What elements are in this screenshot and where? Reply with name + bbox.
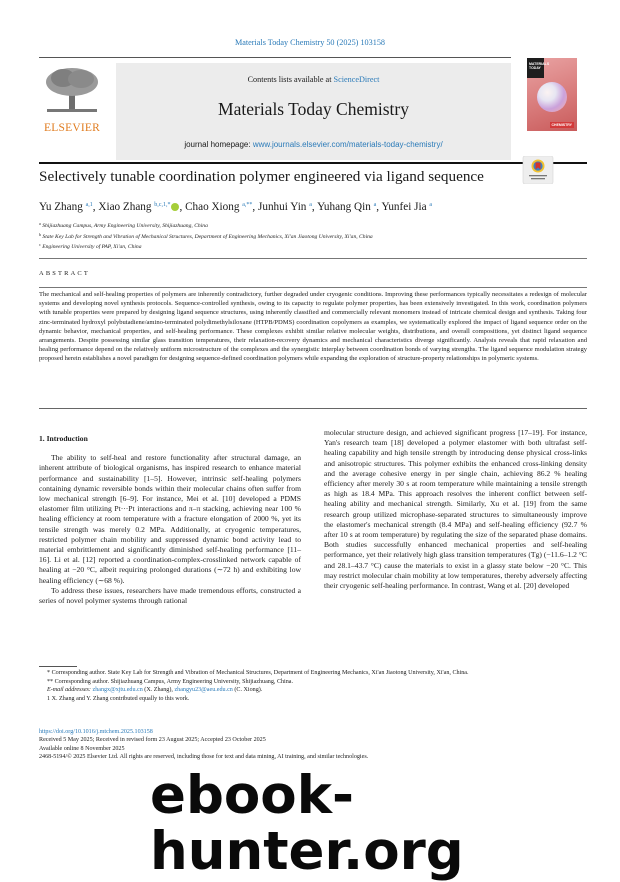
orcid-icon[interactable] [171,203,179,211]
affiliation-text: Shijiazhuang Campus, Army Engineering University, Shijiazhuang, China [42,223,208,229]
paragraph: The ability to self-heal and restore functionality after structural damage, an inherent attribute of biological organisms, has inspired research to enhance material performance and sustainability [1–5]. However, intrinsic self-healing polymers containing dynamic reversible bonds within their molecular chains often suffer from low mechanical strength [6–9]. For instance, Mei et al. [10] developed a PDMS elastomer film utilizing Pt···Pt interactions and π–π stacking, achieving near 100 % healing efficiency at room temperature with a fracture elongation of 2000 %, yet its tensile strength was merely 0.2 MPa. Additionally, at cryogenic temperatures, restricted polymer chain mobility and suppressed dynamic bond activity lead to material embrittlement and significantly diminished self-healing performance [11–16]. Li et al. [12] reported a coordination-complex-crosslinked network capable of healing at −20 °C, albeit requiring prolonged durations (∼72 h) and exhibiting low healing efficiency (∼68 %). [39,453,301,585]
email-link[interactable]: zhangx@xjtu.edu.cn [92,687,143,693]
author-name[interactable]: Junhui Yin [258,201,307,213]
divider [39,57,511,58]
watermark: ebook-hunter.org [150,765,464,882]
author-sup[interactable]: a [429,202,433,208]
doi-link[interactable]: https://doi.org/10.1016/j.mtchem.2025.103158 [39,729,153,735]
author-name[interactable]: Yu Zhang [39,201,83,213]
article-dates: Received 5 May 2025; Received in revised form 23 August 2025; Accepted 23 October 2025 [39,737,266,744]
affiliation-key: c [39,242,41,248]
email-owner: (C. Xiong). [232,687,263,693]
copyright: 2468-5194/© 2025 Elsevier Ltd. All rights are reserved, including those for text and data mining, AI training, and similar technologies. [39,754,369,761]
footnote: * Corresponding author. State Key Lab for Strength and Vibration of Mechanical Structures, Department of Engineering Mechanics, Xi'an Jiaotong University, Xi'an, China. [47,670,469,676]
cover-orb-graphic [537,82,567,112]
author-name[interactable]: Chao Xiong [185,201,240,213]
email-label: E-mail addresses: [47,687,93,693]
online-date: Available online 8 November 2025 [39,745,125,752]
divider [39,408,587,409]
homepage-line [116,140,511,149]
section-heading: 1. Introduction [39,434,88,443]
author-list: Yu Zhang $^{a,1}$, Xiao Zhang $^{b,c,1,*}$ , Chao Xiong $^{a,**}$, Junhui Yin $^a$, Yuhang Qin $^a$, Yunfei Jia $^a$ [39,201,433,213]
footnote: ** Corresponding author. Shijiazhuang Campus, Army Engineering University, Shijiazhuang, China. [47,678,294,685]
affiliation-text: State Key Lab for Strength and Vibration of Mechanical Structures, Department of Engineering Mechanics, Xi'an Jiaotong University, Xi'an, China [42,233,373,240]
abstract-text: The mechanical and self-healing properties of polymers are inherently contradictory, further degraded under cryogenic conditions. Improving these performances typically necessitates a redesign of molecular systems and developing novel synthesis protocols. Sequence-controlled synthesis, owing to its capacity to regulate polymer properties, has been extensively investigated. In this work, coordination polymers with tunable properties were prepared by designing ligand sequence structures, using inherently classified and commercially relevant monomers instead of intricate chemical design and synthesis. Taking four zinc-terminated hydroxyl polybutadiene/amino-terminated polydimethylsiloxane (HTPB/PDMS) coordination copolymers as examples, we systematically explored the impact of ligand sequence order on the dynamic behavior, mechanical properties, and self-healing performance. These complexes exhibit similar relative molecular weights, distributions, and overall compositions, yet distinct ligand sequence arrangements. Despite possessing similar glass transition temperatures, their relaxation-recovery dynamics and mechanical characteristics diverge significantly. Analysis reveals that rapid relaxation and healing performance depend on the relatively uniform microstructure of the complexes and the synergistic interplay between coordination bonds of varying strengths. The ligand sequence modulation strategy proposed herein establishes a novel paradigm for designing sequence-defined coordination polymers while expanding the exploration of structure-property relationships in polymeric systems. [39,291,587,363]
journal-citation[interactable]: Materials Today Chemistry 50 (2025) 103158 [234,38,386,47]
affiliation-key: a [39,221,41,226]
body-column-right [324,428,587,591]
publisher-name: ELSEVIER [44,122,100,134]
affiliation-key: b [39,231,41,237]
divider [39,162,587,164]
author-sup[interactable]: a [309,202,312,208]
cover-title-line2: TODAY [529,66,541,70]
author[interactable] [381,201,432,213]
author-name[interactable]: Yuhang Qin [317,201,371,213]
author-name[interactable]: Yunfei Jia [381,201,427,213]
crossmark-icon [521,156,555,184]
cover-title-line1: MATERIALS [529,62,550,66]
divider [39,666,77,667]
sciencedirect-link[interactable]: ScienceDirect [333,75,380,84]
journal-name: Materials Today Chemistry [218,99,409,119]
publication-info [39,728,587,762]
author[interactable] [98,201,179,213]
paragraph: To address these issues, researchers have made tremendous efforts, constructed a series of novel polymer systems through rational [39,585,301,606]
journal-masthead [116,63,511,160]
journal-cover-image[interactable] [527,58,577,131]
journal-homepage-link[interactable]: www.journals.elsevier.com/materials-today-chemistry/ [252,140,443,149]
contents-prefix: Contents lists available at [247,75,334,84]
author-name[interactable]: Xiao Zhang [98,201,152,213]
cover-tag: CHEMISTRY [551,123,572,127]
check-for-updates-button[interactable] [521,156,555,184]
contents-line [116,75,511,84]
author-sup[interactable]: a [373,202,377,208]
author[interactable] [258,201,312,213]
tree-icon [43,66,101,114]
footnotes [39,669,587,703]
footnote: 1 X. Zhang and Y. Zhang contributed equally to this work. [47,695,190,702]
affiliation [39,231,579,242]
affiliation-text: Engineering University of PAP, Xi'an, China [42,244,142,251]
paragraph: molecular structure design, and achieved significant progress [17–19]. For instance, Yan's research team [18] developed a polymer elastomer with both ultrafast self-healing capability and high tensile strength by introducing dense physical cross-links and anisotropic structures. This polymer exhibits the enhanced cross-linking density and the average cohesive energy in per single chain, achieving 86.2 % healing efficiency after merely 30 s at room temperature while maintaining a tensile strength as high as 18.4 MPa. This approach resolves the inherent conflict between self-healing ability and mechanical strength. Similarly, Xu et al. [19] from the same research group utilized microphase-separated structures to simultaneously improve the elastomer's mechanical strength (8.4 MPa) and self-healing efficiency (92.7 % after 10 s at room temperature) by regulating the size of the separated phase domains. Both studies successfully enhanced mechanical properties and self-healing performance, yet their relatively high glass transition temperatures (Tg) (−11.6–1.2 °C and 28.1–43.7 °C) cause the materials to exist in a glassy state below −20 °C. This may restrict molecular chain mobility at low temperatures, thereby adversely affecting their cryogenic self-healing performance. In contrast, Wang et al. [20] developed [324,428,587,591]
author-sup[interactable]: b,c,1,* [154,202,171,208]
body-column-left [39,434,301,606]
author-sup[interactable]: a,1 [85,202,93,208]
divider [39,287,587,288]
email-owner: (X. Zhang), [142,687,175,693]
author[interactable] [317,201,376,213]
affiliation [39,220,579,231]
abstract-heading: ABSTRACT [39,270,90,277]
divider [39,258,587,259]
author-sup[interactable]: a,** [242,202,253,208]
author[interactable] [185,201,252,213]
affiliation [39,241,579,252]
affiliations [39,220,579,252]
article-title: Selectively tunable coordination polymer engineered via ligand sequence [39,168,484,185]
elsevier-logo[interactable] [39,62,105,134]
author[interactable] [39,201,93,213]
email-link[interactable]: zhangyu23@aeu.edu.cn [174,687,233,693]
cover-title [529,62,549,70]
email-footnote [39,686,587,695]
homepage-prefix: journal homepage: [184,140,253,149]
